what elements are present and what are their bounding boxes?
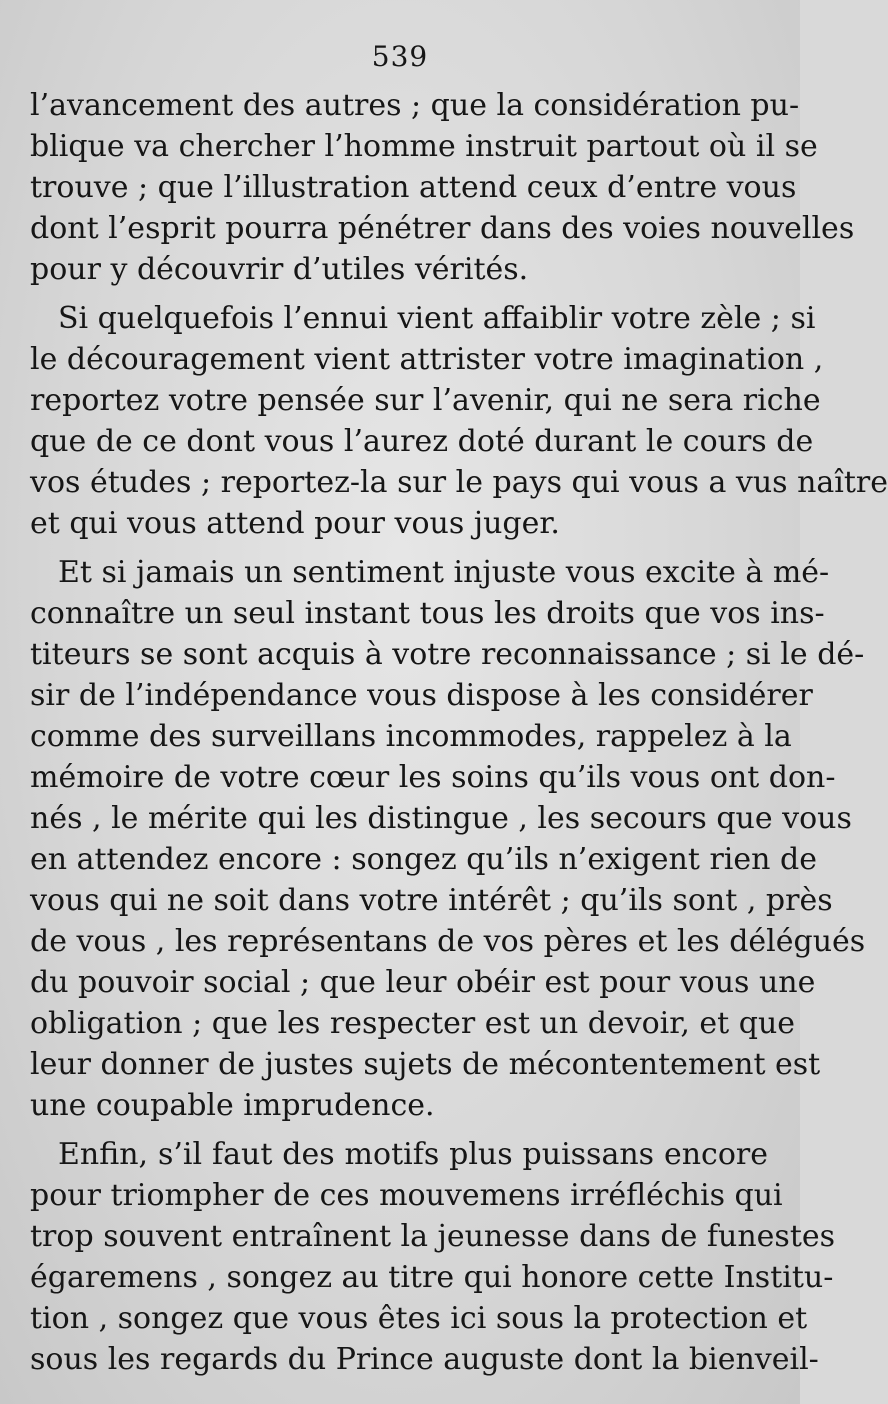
text-line: reportez votre pensée sur l’avenir, qui ne sera riche — [30, 383, 821, 418]
text-line: mémoire de votre cœur les soins qu’ils vous ont don- — [30, 760, 836, 795]
text-line: connaître un seul instant tous les droits que vos ins- — [30, 596, 825, 631]
text-line: obligation ; que les respecter est un devoir, et que — [30, 1006, 796, 1041]
page-body — [30, 85, 888, 1380]
text-line: dont l’esprit pourra pénétrer dans des voies nouvelles — [30, 211, 855, 246]
text-line: Et si jamais un sentiment injuste vous excite à mé- — [58, 555, 830, 590]
paragraph-4 — [30, 1134, 836, 1380]
text-line: Si quelquefois l’ennui vient affaiblir votre zèle ; si — [58, 301, 816, 336]
text-line: vous qui ne soit dans votre intérêt ; qu’ils sont , près — [30, 883, 833, 918]
text-line: que de ce dont vous l’aurez doté durant le cours de — [30, 424, 814, 459]
text-line: blique va chercher l’homme instruit partout où il se — [30, 129, 818, 164]
text-line: le découragement vient attrister votre imagination , — [30, 342, 824, 377]
text-line: trouve ; que l’illustration attend ceux d’entre vous — [30, 170, 797, 205]
text-line: nés , le mérite qui les distingue , les secours que vous — [30, 801, 852, 836]
text-line: du pouvoir social ; que leur obéir est pour vous une — [30, 965, 816, 1000]
text-line: tion , songez que vous êtes ici sous la protection et — [30, 1301, 808, 1336]
page-number: 539 — [371, 40, 429, 73]
text-line: Enfin, s’il faut des motifs plus puissans encore — [58, 1137, 768, 1172]
text-line: sous les regards du Prince auguste dont la bienveil- — [30, 1342, 819, 1377]
text-line: l’avancement des autres ; que la considération pu- — [30, 88, 800, 123]
text-line: en attendez encore : songez qu’ils n’exigent rien de — [30, 842, 817, 877]
text-line: égaremens , songez au titre qui honore cette Institu- — [30, 1260, 834, 1295]
text-line: leur donner de justes sujets de mécontentement est — [30, 1047, 821, 1082]
paragraph-1 — [30, 85, 855, 290]
paragraph-3 — [30, 552, 866, 1126]
text-line: comme des surveillans incommodes, rappelez à la — [30, 719, 792, 754]
text-line: et qui vous attend pour vous juger. — [30, 506, 560, 541]
text-line: pour y découvrir d’utiles vérités. — [30, 252, 529, 287]
paragraph-2 — [30, 298, 888, 544]
text-line: trop souvent entraînent la jeunesse dans de funestes — [30, 1219, 836, 1254]
text-line: sir de l’indépendance vous dispose à les considérer — [30, 678, 813, 713]
text-line: une coupable imprudence. — [30, 1088, 435, 1123]
text-line: vos études ; reportez-la sur le pays qui vous a vus naître — [30, 465, 888, 500]
text-line: titeurs se sont acquis à votre reconnaissance ; si le dé- — [30, 637, 865, 672]
text-line: de vous , les représentans de vos pères et les délégués — [30, 924, 866, 959]
text-line: pour triompher de ces mouvemens irréfléchis qui — [30, 1178, 783, 1213]
